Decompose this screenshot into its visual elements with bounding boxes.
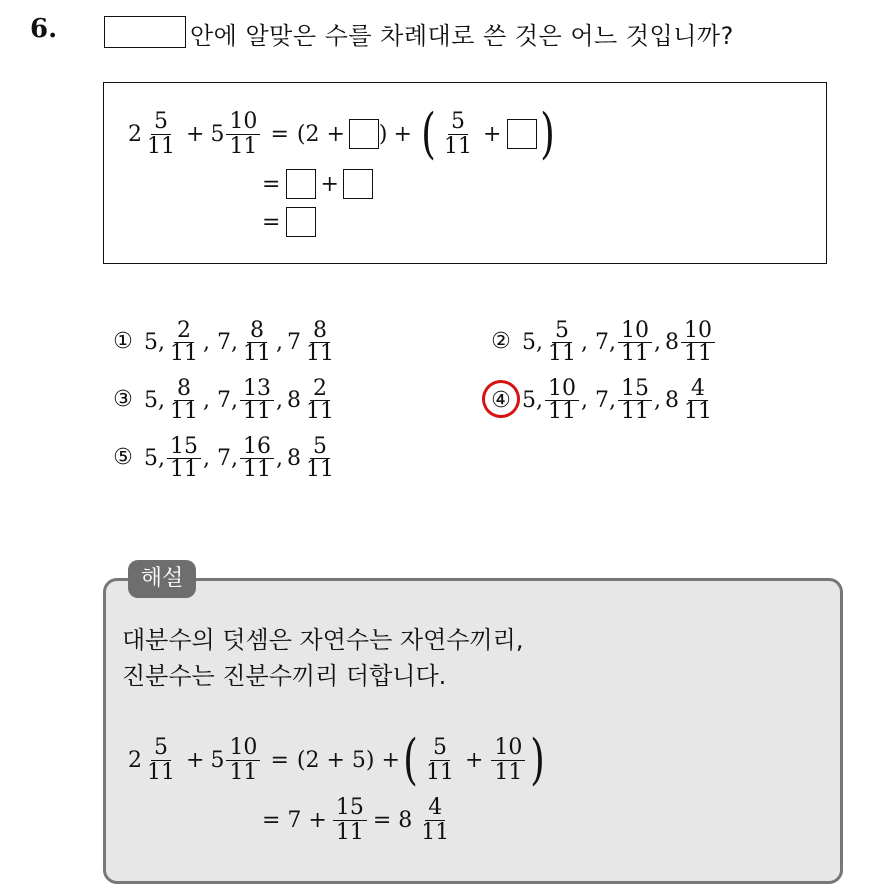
group-open: (2 +	[296, 121, 345, 147]
equation-line-2	[262, 166, 373, 202]
fraction-denominator: 11	[242, 456, 271, 482]
math-text: 5,	[522, 329, 543, 355]
fraction-denominator: 11	[305, 398, 334, 424]
red-circle-icon	[477, 374, 526, 423]
fraction	[618, 375, 652, 424]
fraction	[226, 736, 260, 785]
explanation-line-2: 진분수는 진분수끼리 더합니다.	[122, 662, 447, 690]
fraction-denominator: 11	[683, 398, 712, 424]
choice-marker: ⑤	[113, 445, 133, 470]
math-text: , 7,	[581, 329, 616, 355]
math-text: 8	[286, 387, 301, 413]
fraction	[167, 375, 201, 424]
fraction	[418, 796, 452, 845]
explanation-line-1: 대분수의 덧셈은 자연수는 자연수끼리,	[122, 626, 524, 654]
big-paren-right: )	[540, 102, 556, 165]
fraction	[226, 110, 260, 159]
fraction-denominator: 11	[147, 759, 175, 785]
fraction-numerator: 8	[310, 320, 330, 343]
big-paren-left: (	[403, 728, 418, 791]
math-text: , 7,	[203, 445, 238, 471]
fraction-numerator: 15	[333, 796, 367, 821]
fraction-denominator: 11	[335, 819, 364, 845]
fraction	[303, 433, 337, 482]
fraction-denominator: 11	[305, 456, 334, 482]
fraction-denominator: 11	[170, 398, 198, 424]
fraction-numerator: 4	[688, 378, 708, 401]
choice-marker: ①	[113, 329, 133, 354]
explanation-equation-1	[128, 726, 548, 794]
math-text: (2 + 5) +	[296, 747, 400, 773]
fraction-denominator: 11	[620, 398, 649, 424]
answer-blank[interactable]	[349, 119, 379, 149]
math-text: ,	[275, 387, 283, 413]
answer-blank-legend	[104, 16, 186, 48]
selected-answer-mark	[490, 388, 522, 413]
math-text: =	[270, 747, 289, 773]
fraction-denominator: 11	[620, 340, 649, 366]
choice-marker: ④	[491, 387, 511, 413]
question-text: 안에 알맞은 수를 차례대로 쓴 것은 어느 것입니까?	[190, 22, 734, 50]
math-text: , 7,	[203, 329, 238, 355]
math-text: , 7,	[203, 387, 238, 413]
fraction	[423, 736, 457, 785]
whole-number: 2	[128, 121, 142, 147]
answer-blank[interactable]	[507, 119, 537, 149]
fraction-denominator: 11	[305, 340, 334, 366]
fraction-numerator: 13	[240, 378, 274, 401]
fraction	[491, 736, 525, 785]
choice-3[interactable]	[112, 375, 339, 424]
fraction	[144, 110, 178, 159]
plus-sign: +	[483, 121, 502, 147]
fraction-denominator: 11	[683, 340, 712, 366]
fraction	[681, 375, 715, 424]
fraction-denominator: 11	[147, 133, 175, 159]
math-text: , 7,	[581, 387, 616, 413]
math-text: +	[186, 747, 205, 773]
fraction	[240, 317, 274, 366]
fraction-numerator: 8	[174, 378, 194, 401]
equals-sign: =	[262, 171, 281, 197]
fraction-numerator: 2	[310, 378, 330, 401]
fraction-numerator: 10	[226, 110, 260, 135]
fraction	[618, 317, 652, 366]
choice-1[interactable]	[112, 317, 339, 366]
math-text: = 8	[372, 807, 413, 833]
math-text: 7	[286, 329, 301, 355]
equals-sign: =	[262, 209, 281, 235]
fraction-denominator: 11	[170, 456, 198, 482]
fraction-numerator: 5	[430, 736, 450, 761]
math-text: = 7 +	[262, 807, 327, 833]
fraction-numerator: 8	[247, 320, 267, 343]
math-text: +	[464, 747, 484, 773]
math-text: 8	[664, 329, 679, 355]
explanation-tag: 해설	[128, 560, 196, 598]
fraction-denominator: 11	[425, 759, 454, 785]
whole-number: 5	[210, 121, 225, 147]
math-text: 8	[664, 387, 679, 413]
fraction	[167, 433, 201, 482]
fraction-numerator: 10	[618, 320, 652, 343]
fraction	[303, 317, 337, 366]
fraction-denominator: 11	[242, 340, 271, 366]
fraction-denominator: 11	[548, 340, 576, 366]
fraction-denominator: 11	[494, 759, 523, 785]
fraction-numerator: 16	[240, 436, 274, 459]
choice-marker: ②	[491, 329, 511, 354]
fraction-numerator: 15	[618, 378, 652, 401]
fraction-numerator: 10	[491, 736, 525, 761]
fraction	[240, 433, 274, 482]
big-paren-left: (	[421, 102, 436, 165]
fraction-numerator: 15	[167, 436, 201, 459]
plus-sign: +	[320, 171, 339, 197]
fraction-numerator: 5	[448, 110, 468, 135]
fraction-denominator: 11	[444, 133, 472, 159]
fraction-numerator: 10	[545, 378, 579, 401]
fraction-numerator: 5	[151, 110, 171, 135]
math-text: 5,	[522, 387, 543, 413]
math-text: 5,	[144, 387, 165, 413]
equation-line-1	[128, 100, 559, 168]
math-text: 8	[286, 445, 301, 471]
fraction	[303, 375, 337, 424]
equals-sign: =	[270, 121, 289, 147]
choice-5[interactable]	[112, 433, 339, 482]
fraction	[681, 317, 715, 366]
choice-2[interactable]	[490, 317, 717, 366]
math-text: 5,	[144, 329, 165, 355]
math-text: ,	[275, 445, 283, 471]
fraction-denominator: 11	[242, 398, 271, 424]
fraction-numerator: 2	[174, 320, 194, 343]
fraction-denominator: 11	[229, 133, 258, 159]
fraction-numerator: 10	[226, 736, 260, 761]
math-text: ,	[653, 387, 661, 413]
fraction	[545, 317, 579, 366]
math-text: 5	[210, 747, 225, 773]
math-text: ,	[653, 329, 661, 355]
answer-blank[interactable]	[286, 169, 316, 199]
math-text: ,	[275, 329, 283, 355]
fraction-denominator: 11	[421, 819, 450, 845]
fraction-numerator: 4	[425, 796, 445, 821]
fraction	[144, 736, 178, 785]
fraction-numerator: 5	[552, 320, 572, 343]
choice-marker: ③	[113, 387, 133, 412]
fraction	[240, 375, 274, 424]
math-text: 2	[128, 747, 142, 773]
fraction-denominator: 11	[548, 398, 576, 424]
group-close: )	[378, 121, 388, 147]
explanation-equation-2	[262, 790, 454, 850]
big-paren-right: )	[530, 728, 546, 791]
fraction-denominator: 11	[229, 759, 258, 785]
fraction	[333, 796, 367, 845]
plus-sign: +	[186, 121, 205, 147]
question-number: 6.	[30, 14, 58, 44]
math-text: 5,	[144, 445, 165, 471]
answer-blank[interactable]	[286, 207, 316, 237]
fraction	[545, 375, 579, 424]
fraction	[441, 110, 475, 159]
plus-sign: +	[393, 121, 412, 147]
answer-blank[interactable]	[343, 169, 373, 199]
choice-4[interactable]	[490, 375, 717, 424]
fraction-numerator: 10	[681, 320, 715, 343]
fraction-denominator: 11	[170, 340, 198, 366]
fraction-numerator: 5	[310, 436, 330, 459]
fraction-numerator: 5	[151, 736, 171, 761]
fraction	[167, 317, 201, 366]
equation-line-3	[262, 204, 316, 240]
